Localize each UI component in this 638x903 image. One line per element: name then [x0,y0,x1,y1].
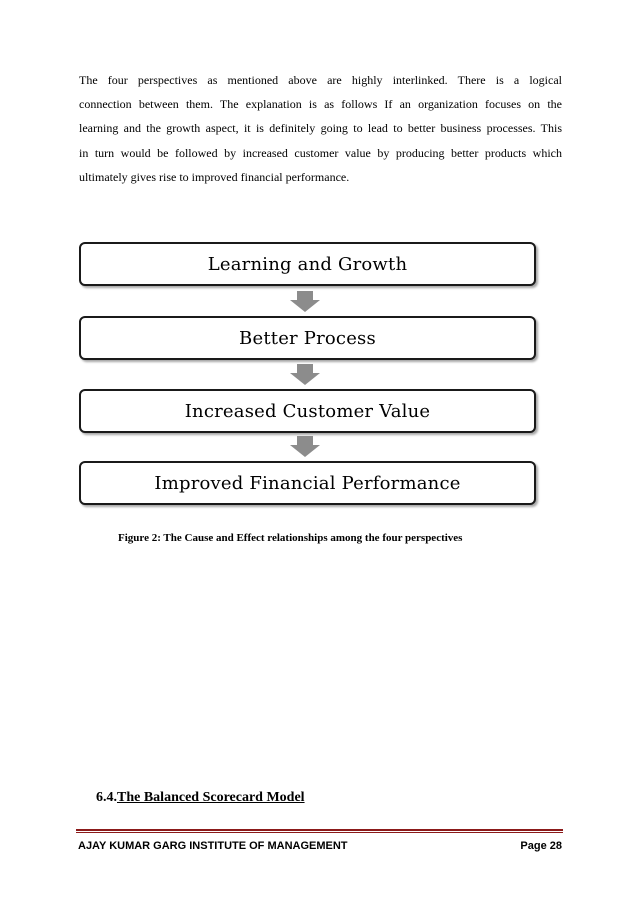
down-arrow-icon [290,364,320,385]
section-heading [96,790,305,806]
step-learning-growth: Learning and Growth [79,242,536,286]
footer-institute: AJAY KUMAR GARG INSTITUTE OF MANAGEMENT [78,840,348,852]
paragraph-line: connection between them. The explanation is as follows If an organization focuses on the [79,97,562,112]
step-better-process: Better Process [79,316,536,360]
down-arrow-icon [290,436,320,457]
paragraph-line: learning and the growth aspect, it is definitely going to lead to better business processes. This [79,121,562,136]
paragraph-line: in turn would be followed by increased customer value by producing better products which [79,145,562,160]
section-title: The Balanced Scorecard Model [117,790,305,805]
body-paragraph [79,68,562,189]
figure-caption: Figure 2: The Cause and Effect relationships among the four perspectives [118,532,463,544]
step-customer-value: Increased Customer Value [79,389,536,433]
footer-rule-thin [76,832,563,833]
paragraph-line: ultimately gives rise to improved financial performance. [79,169,350,184]
paragraph-line: The four perspectives as mentioned above are highly interlinked. There is a logical [79,73,562,87]
page-number: Page 28 [520,840,562,852]
down-arrow-icon [290,291,320,312]
step-financial-performance: Improved Financial Performance [79,461,536,505]
footer-rule [76,829,563,831]
section-number: 6.4. [96,790,117,805]
